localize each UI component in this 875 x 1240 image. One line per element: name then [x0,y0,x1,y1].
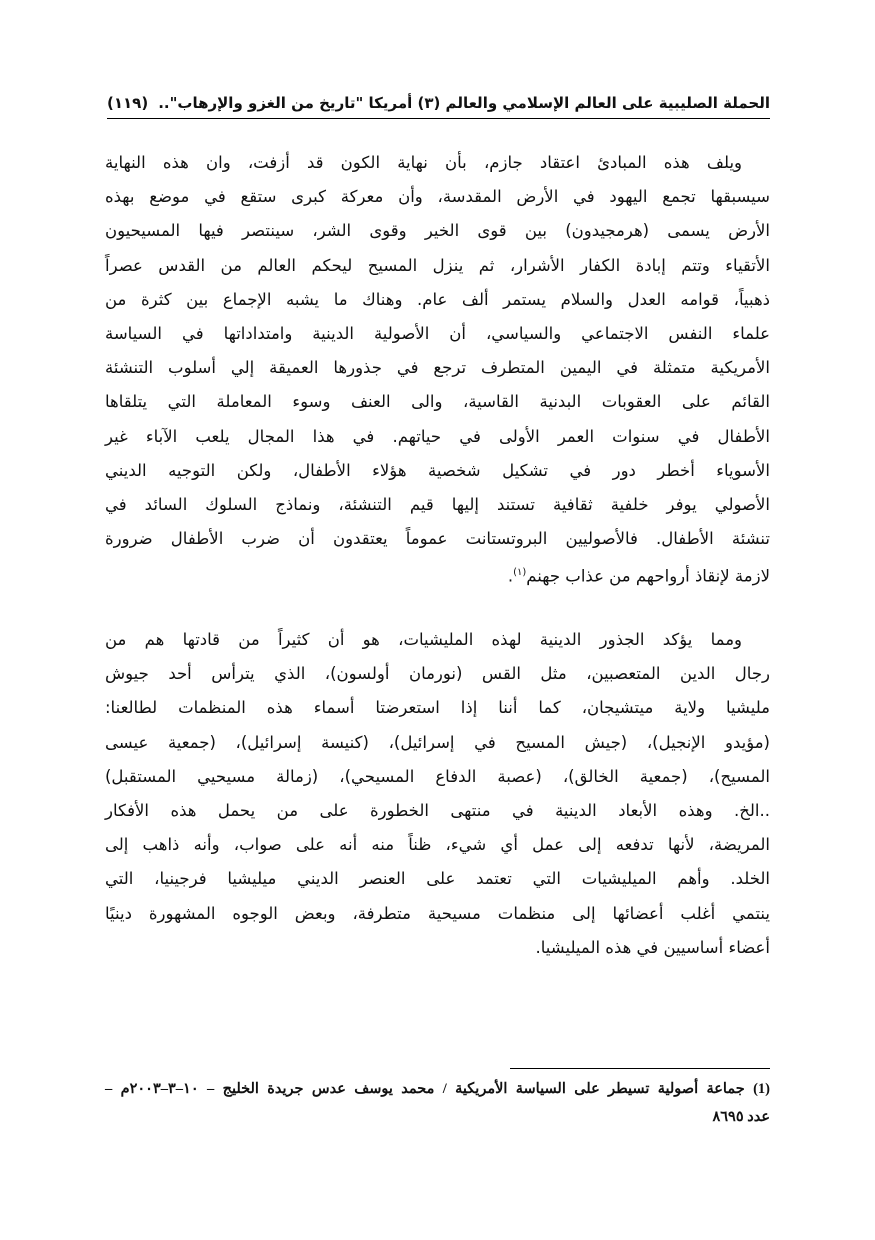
sentence-end: . [507,566,514,586]
text-line: ينتمي أغلب أعضائها إلى منظمات مسيحية متطرفة، وبعض الوجوه المشهورة دينيًا [105,903,770,923]
text-line: الأطفال في سنوات العمر الأولى في حياتهم. في هذا المجال يلعب الآباء غير [105,426,770,446]
footnote [105,1075,770,1131]
paragraph-1 [105,146,770,590]
paragraph-2 [105,623,770,965]
footnote-marker: (1) [753,1081,770,1097]
text-line: الأتقياء وتتم إبادة الكفار الأشرار، ثم ينزل المسيح ليحكم العالم من القدس عصراً [105,255,770,275]
text-line: سيسبقها تجمع اليهود في الأرض المقدسة، وأن معركة كبرى ستقع في موضع بهذه [105,187,770,207]
text-line: تنشئة الأطفال. فالأصوليين البروتستانت عموماً يعتقدون أن ضرب الأطفال ضرورة [105,529,770,549]
footnote-text: جماعة أصولية تسيطر على السياسة الأمريكية / محمد يوسف عدس جريدة الخليج – ١٠–٣–٢٠٠٣م – [105,1081,745,1097]
text-line: مليشيا ولاية ميتشيجان، كما أننا إذا استعرضتا أسماء هذه المنظمات لطالعنا: [105,698,770,718]
text-line: علماء النفس الاجتماعي والسياسي، أن الأصولية الدينية وامتداداتها في السياسة [105,323,770,343]
text-line: ومما يؤكد الجذور الدينية لهذه المليشيات، هو أن كثيراً من قادتها هم من [105,630,742,649]
header-title: الحملة الصليبية على العالم الإسلامي والعالم (٣) أمريكا "تاريخ من الغزو والإرهاب".. [158,94,770,112]
text-line: الأرض يسمى (هرمجيدون) بين قوى الخير وقوى الشر، سينتصر فيها المسيحيون [105,221,770,241]
text-line: المريضة، لأنها تدفعه إلى عمل أي شيء، ظناً منه أنه على صواب، وأنه ذاهب إلى [105,835,770,855]
text-line: لازمة لإنقاذ أرواحهم من عذاب جهنم [526,566,770,586]
header-divider [107,118,770,119]
text-line: الأصولي يوفر خلفية ثقافية تستند إليها قيم التنشئة، ونماذج السلوك السائد في [105,494,770,514]
text-line: الأسوياء أخطر دور في تشكيل شخصية هؤلاء الأطفال، ولكن التوجيه الديني [105,460,770,480]
text-line-last [105,556,770,590]
text-line: ذهبياً، قوامه العدل والسلام يستمر ألف عام. وهناك ما يشبه الإجماع بين كثرة من [105,289,770,309]
text-line: الخلد. وأهم الميليشيات التي تعتمد على العنصر الديني ميليشيا فرجينيا، التي [105,869,770,889]
page-number: (١١٩) [107,94,149,112]
text-line: رجال الدين المتعصبين، مثل القس (نورمان أولسون)، الذي يترأس أحد جيوش [105,664,770,684]
text-line: الأمريكية متمثلة في اليمين المتطرف ترجع في جذورها العميقة إلي أسلوب التنشئة [105,358,770,378]
text-line: ويلف هذه المبادئ اعتقاد جازم، بأن نهاية الكون قد أزفت، وان هذه النهاية [105,153,742,172]
footnote-line [105,1075,770,1103]
footnote-line: عدد ٨٦٩٥ [712,1109,770,1125]
text-line: القائم على العقوبات البدنية القاسية، والى العنف وسوء المعاملة التي يتلقاها [105,392,770,412]
running-header [107,88,770,118]
text-line: ..الخ. وهذه الأبعاد الدينية في منتهى الخطورة على من يحمل هذه الأفكار [105,800,770,820]
footnote-divider [510,1068,770,1069]
text-line: (مؤيدو الإنجيل)، (جيش المسيح في إسرائيل)، (كنيسة إسرائيل)، (جمعية عيسى [105,732,770,752]
text-line: المسيح)، (جمعية الخالق)، (عصبة الدفاع المسيحي)، (زمالة مسيحيي المستقبل) [105,766,770,786]
footnote-reference[interactable]: (١) [513,567,527,579]
text-line: أعضاء أساسيين في هذه الميليشيا. [535,937,770,957]
